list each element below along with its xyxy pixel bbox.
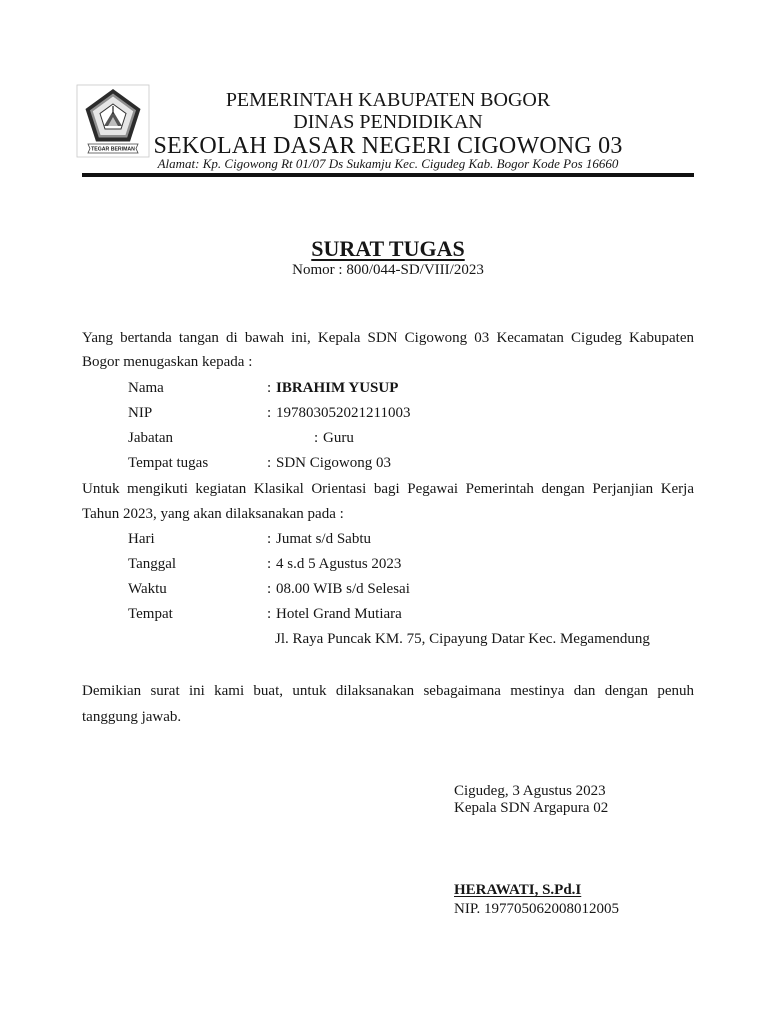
signatory-name: HERAWATI, S.Pd.I <box>454 882 582 898</box>
field-value: Guru <box>323 430 354 446</box>
schedule-row-day <box>0 529 768 549</box>
field-label: Tempat <box>128 606 173 622</box>
field-label: Waktu <box>128 581 167 597</box>
field-label: Hari <box>128 531 155 547</box>
intro-line: Yang bertanda tangan di bawah ini, Kepala SDN Cigowong 03 Kecamatan Cigudeg Kabupaten <box>82 330 694 346</box>
field-colon: : <box>267 581 272 597</box>
signature-place-date: Cigudeg, 3 Agustus 2023 <box>454 783 606 799</box>
intro-line: Bogor menugaskan kepada : <box>82 354 253 370</box>
field-value: 08.00 WIB s/d Selesai <box>276 581 410 597</box>
field-colon: : <box>267 405 272 421</box>
field-label: Jabatan <box>128 430 173 446</box>
signature-position: Kepala SDN Argapura 02 <box>454 800 609 816</box>
field-label: Nama <box>128 380 164 396</box>
signatory-nip: NIP. 197705062008012005 <box>454 901 620 917</box>
field-value: IBRAHIM YUSUP <box>276 380 399 396</box>
field-colon: : <box>267 455 272 471</box>
letter-title: SURAT TUGAS <box>311 236 465 261</box>
field-colon: : <box>267 606 272 622</box>
schedule-row-place <box>0 604 768 624</box>
letterhead-rule <box>82 173 694 177</box>
schedule-row-time <box>0 579 768 599</box>
field-colon: : <box>267 380 272 396</box>
school-name: SEKOLAH DASAR NEGERI CIGOWONG 03 <box>153 133 623 159</box>
assignee-row-workplace <box>0 453 768 473</box>
school-address: Alamat: Kp. Cigowong Rt 01/07 Ds Sukamju Kec. Cigudeg Kab. Bogor Kode Pos 16660 <box>157 156 619 171</box>
field-value: 197803052021211003 <box>276 405 411 421</box>
assignee-row-position <box>0 428 768 448</box>
field-colon: : <box>267 556 272 572</box>
letterhead-government: PEMERINTAH KABUPATEN BOGOR <box>225 89 551 111</box>
logo-motto: TEGAR BERIMAN <box>91 146 135 153</box>
field-value: Hotel Grand Mutiara <box>276 606 402 622</box>
field-label: NIP <box>128 405 153 421</box>
closing-line: Demikian surat ini kami buat, untuk dilaksanakan sebagaimana mestinya dan dengan penuh <box>82 683 694 699</box>
assignee-row-nip <box>0 403 768 423</box>
letter-number: Nomor : 800/044-SD/VIII/2023 <box>292 262 484 278</box>
field-label: Tempat tugas <box>128 455 209 471</box>
field-colon: : <box>314 430 319 446</box>
field-value: Jumat s/d Sabtu <box>276 531 372 547</box>
schedule-row-date <box>0 554 768 574</box>
venue-address: Jl. Raya Puncak KM. 75, Cipayung Datar Kec. Megamendung <box>275 631 650 647</box>
field-label: Tanggal <box>128 556 177 572</box>
purpose-line: Untuk mengikuti kegiatan Klasikal Orientasi bagi Pegawai Pemerintah dengan Perjanjian Kerja <box>82 481 694 497</box>
purpose-line: Tahun 2023, yang akan dilaksanakan pada : <box>82 506 344 522</box>
assignee-row-name <box>0 378 768 398</box>
closing-line: tanggung jawab. <box>82 709 182 725</box>
field-value: SDN Cigowong 03 <box>276 455 392 471</box>
field-colon: : <box>267 531 272 547</box>
field-value: 4 s.d 5 Agustus 2023 <box>276 556 402 572</box>
letterhead-department: DINAS PENDIDIKAN <box>293 111 483 133</box>
